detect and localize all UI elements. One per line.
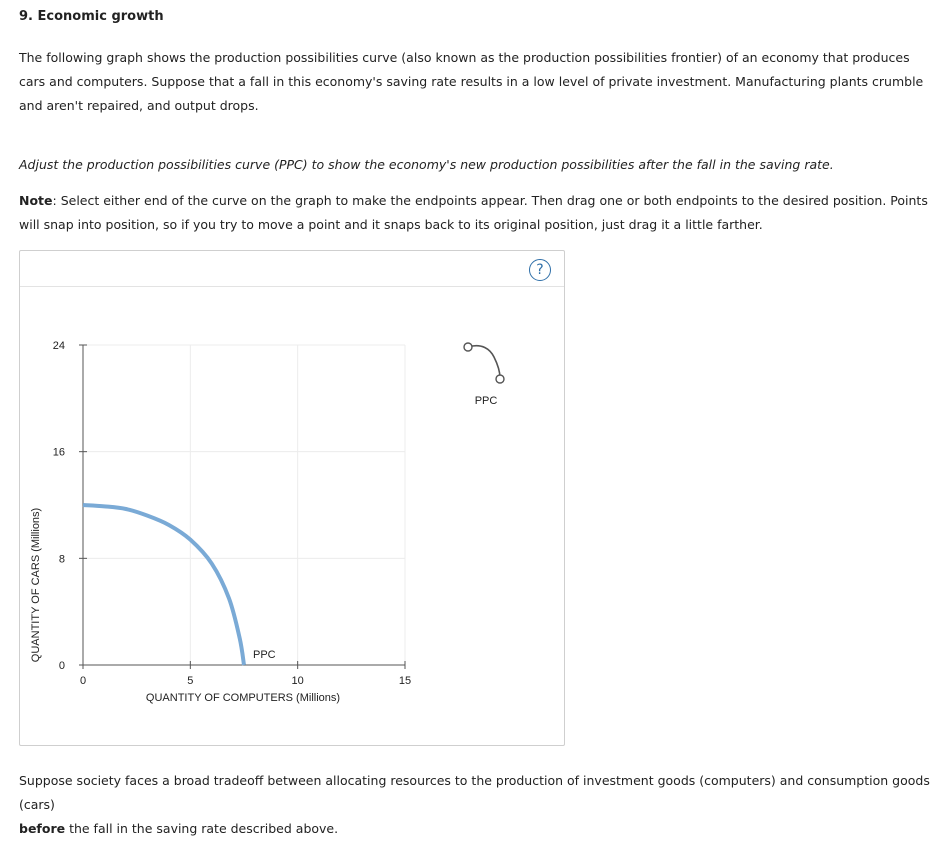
question-note — [19, 189, 939, 237]
x-axis-title: QUANTITY OF COMPUTERS (Millions) — [145, 692, 341, 704]
x-tick-label: 15 — [398, 675, 412, 687]
ppc-tool-curve-icon — [468, 346, 500, 378]
question-intro: The following graph shows the production possibilities curve (also known as the production possibilities frontier) of an economy that produces cars and computers. Suppose that a fall in this economy's saving rate results in a low level of private investment. Manufacturing plants crumble and aren't repaired, and output drops. — [19, 50, 924, 113]
followup-bold: before — [19, 821, 66, 836]
ppc-tool-label: PPC — [474, 395, 498, 407]
note-text: : Select either end of the curve on the graph to make the endpoints appear. Then drag one or both endpoints to the desired position. Points will snap into position, so if you try to move a point and it snaps back to its original position, just drag it a little farther. — [19, 193, 928, 232]
help-icon[interactable]: ? — [529, 259, 551, 281]
y-tick-label: 16 — [52, 446, 65, 459]
y-axis-title: QUANTITY OF CARS (Millions) — [30, 507, 42, 663]
followup-text: Suppose society faces a broad tradeoff between allocating resources to the production of investment goods (computers) and consumption goods (cars) — [19, 773, 930, 812]
y-tick-label: 8 — [58, 553, 65, 566]
question-followup — [19, 769, 939, 841]
question-heading: 9. Economic growth — [19, 9, 164, 24]
tick-layer — [53, 340, 411, 687]
graph-panel — [19, 250, 565, 746]
y-tick-label: 0 — [58, 660, 65, 672]
x-tick-label: 5 — [187, 675, 194, 687]
ppc-graph — [20, 251, 564, 745]
note-label: Note — [19, 193, 53, 208]
x-tick-label: 10 — [291, 675, 304, 687]
ppc-drawing-tool[interactable] — [464, 343, 504, 407]
ppc-curve[interactable] — [83, 505, 244, 665]
y-tick-label: 24 — [52, 340, 65, 352]
x-tick-label: 0 — [79, 675, 87, 687]
grid-layer — [83, 345, 405, 665]
question-instruction: Adjust the production possibilities curve (PPC) to show the economy's new production possibilities after the fall in the saving rate. — [19, 157, 834, 172]
followup-tail: the fall in the saving rate described above. — [65, 821, 339, 836]
ppc-curve-label: PPC — [253, 649, 276, 661]
ppc-tool-start-handle[interactable] — [464, 343, 472, 351]
ppc-tool-end-handle[interactable] — [496, 375, 504, 383]
